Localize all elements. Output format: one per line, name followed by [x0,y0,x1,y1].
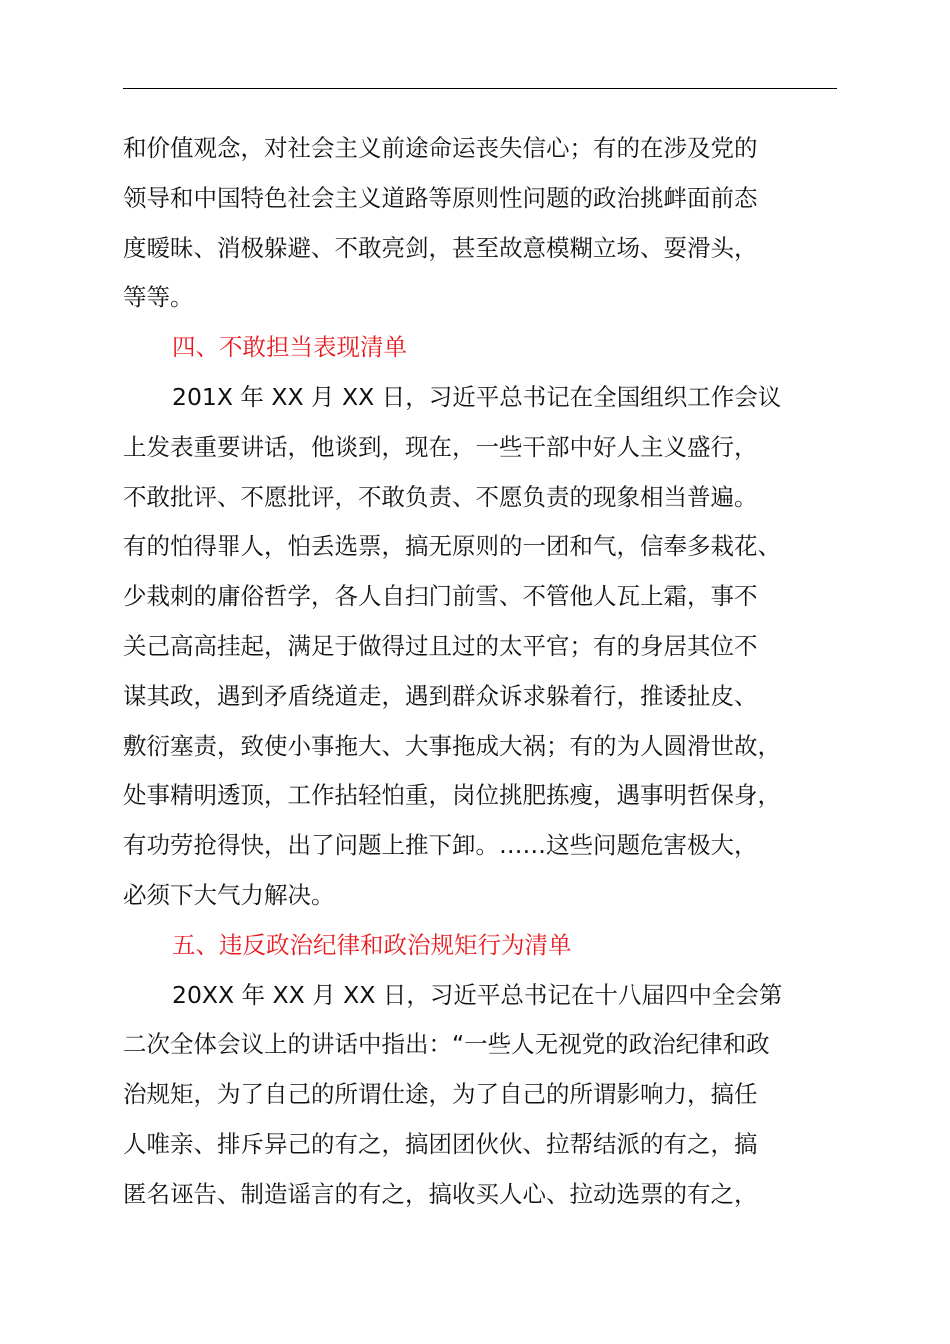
paragraph-line: 处事精明透顶，工作拈轻怕重，岗位挑肥拣瘦，遇事明哲保身， [123,781,781,810]
paragraph-line: 等等。 [123,283,194,312]
paragraph-line: 人唯亲、排斥异己的有之，搞团团伙伙、拉帮结派的有之，搞 [123,1129,758,1158]
paragraph-line: 度暧昧、消极躲避、不敢亮剑，甚至故意模糊立场、耍滑头， [123,233,758,262]
paragraph-line: 201X 年 XX 月 XX 日，习近平总书记在全国组织工作会议 [172,382,782,411]
paragraph-line: 二次全体会议上的讲话中指出：“一些人无视党的政治纪律和政 [123,1030,770,1059]
section-heading-4: 四、不敢担当表现清单 [172,333,407,362]
paragraph-line: 谋其政，遇到矛盾绕道走，遇到群众诉求躲着行，推诿扯皮、 [123,681,758,710]
paragraph-line: 必须下大气力解决。 [123,880,335,909]
paragraph-line: 匿名诬告、制造谣言的有之，搞收买人心、拉动选票的有之， [123,1179,758,1208]
paragraph-line: 治规矩，为了自己的所谓仕途，为了自己的所谓影响力，搞任 [123,1080,758,1109]
paragraph-line: 少栽刺的庸俗哲学，各人自扫门前雪、不管他人瓦上霜，事不 [123,582,758,611]
paragraph-line: 20XX 年 XX 月 XX 日，习近平总书记在十八届四中全会第 [172,980,783,1009]
paragraph-line: 不敢批评、不愿批评，不敢负责、不愿负责的现象相当普遍。 [123,482,758,511]
document-body [123,124,843,1220]
paragraph-line: 敷衍塞责，致使小事拖大、大事拖成大祸；有的为人圆滑世故， [123,731,781,760]
paragraph-line: 关己高高挂起，满足于做得过且过的太平官；有的身居其位不 [123,631,758,660]
paragraph-line: 和价值观念，对社会主义前途命运丧失信心；有的在涉及党的 [123,134,758,162]
paragraph-line: 有的怕得罪人，怕丢选票，搞无原则的一团和气，信奉多栽花、 [123,532,781,561]
header-rule [123,88,837,89]
paragraph-line: 有功劳抢得快，出了问题上推下卸。……这些问题危害极大， [123,831,758,860]
section-heading-5: 五、违反政治纪律和政治规矩行为清单 [172,930,572,959]
paragraph-line: 上发表重要讲话，他谈到，现在，一些干部中好人主义盛行， [123,432,758,461]
paragraph-line: 领导和中国特色社会主义道路等原则性问题的政治挑衅面前态 [123,183,758,212]
